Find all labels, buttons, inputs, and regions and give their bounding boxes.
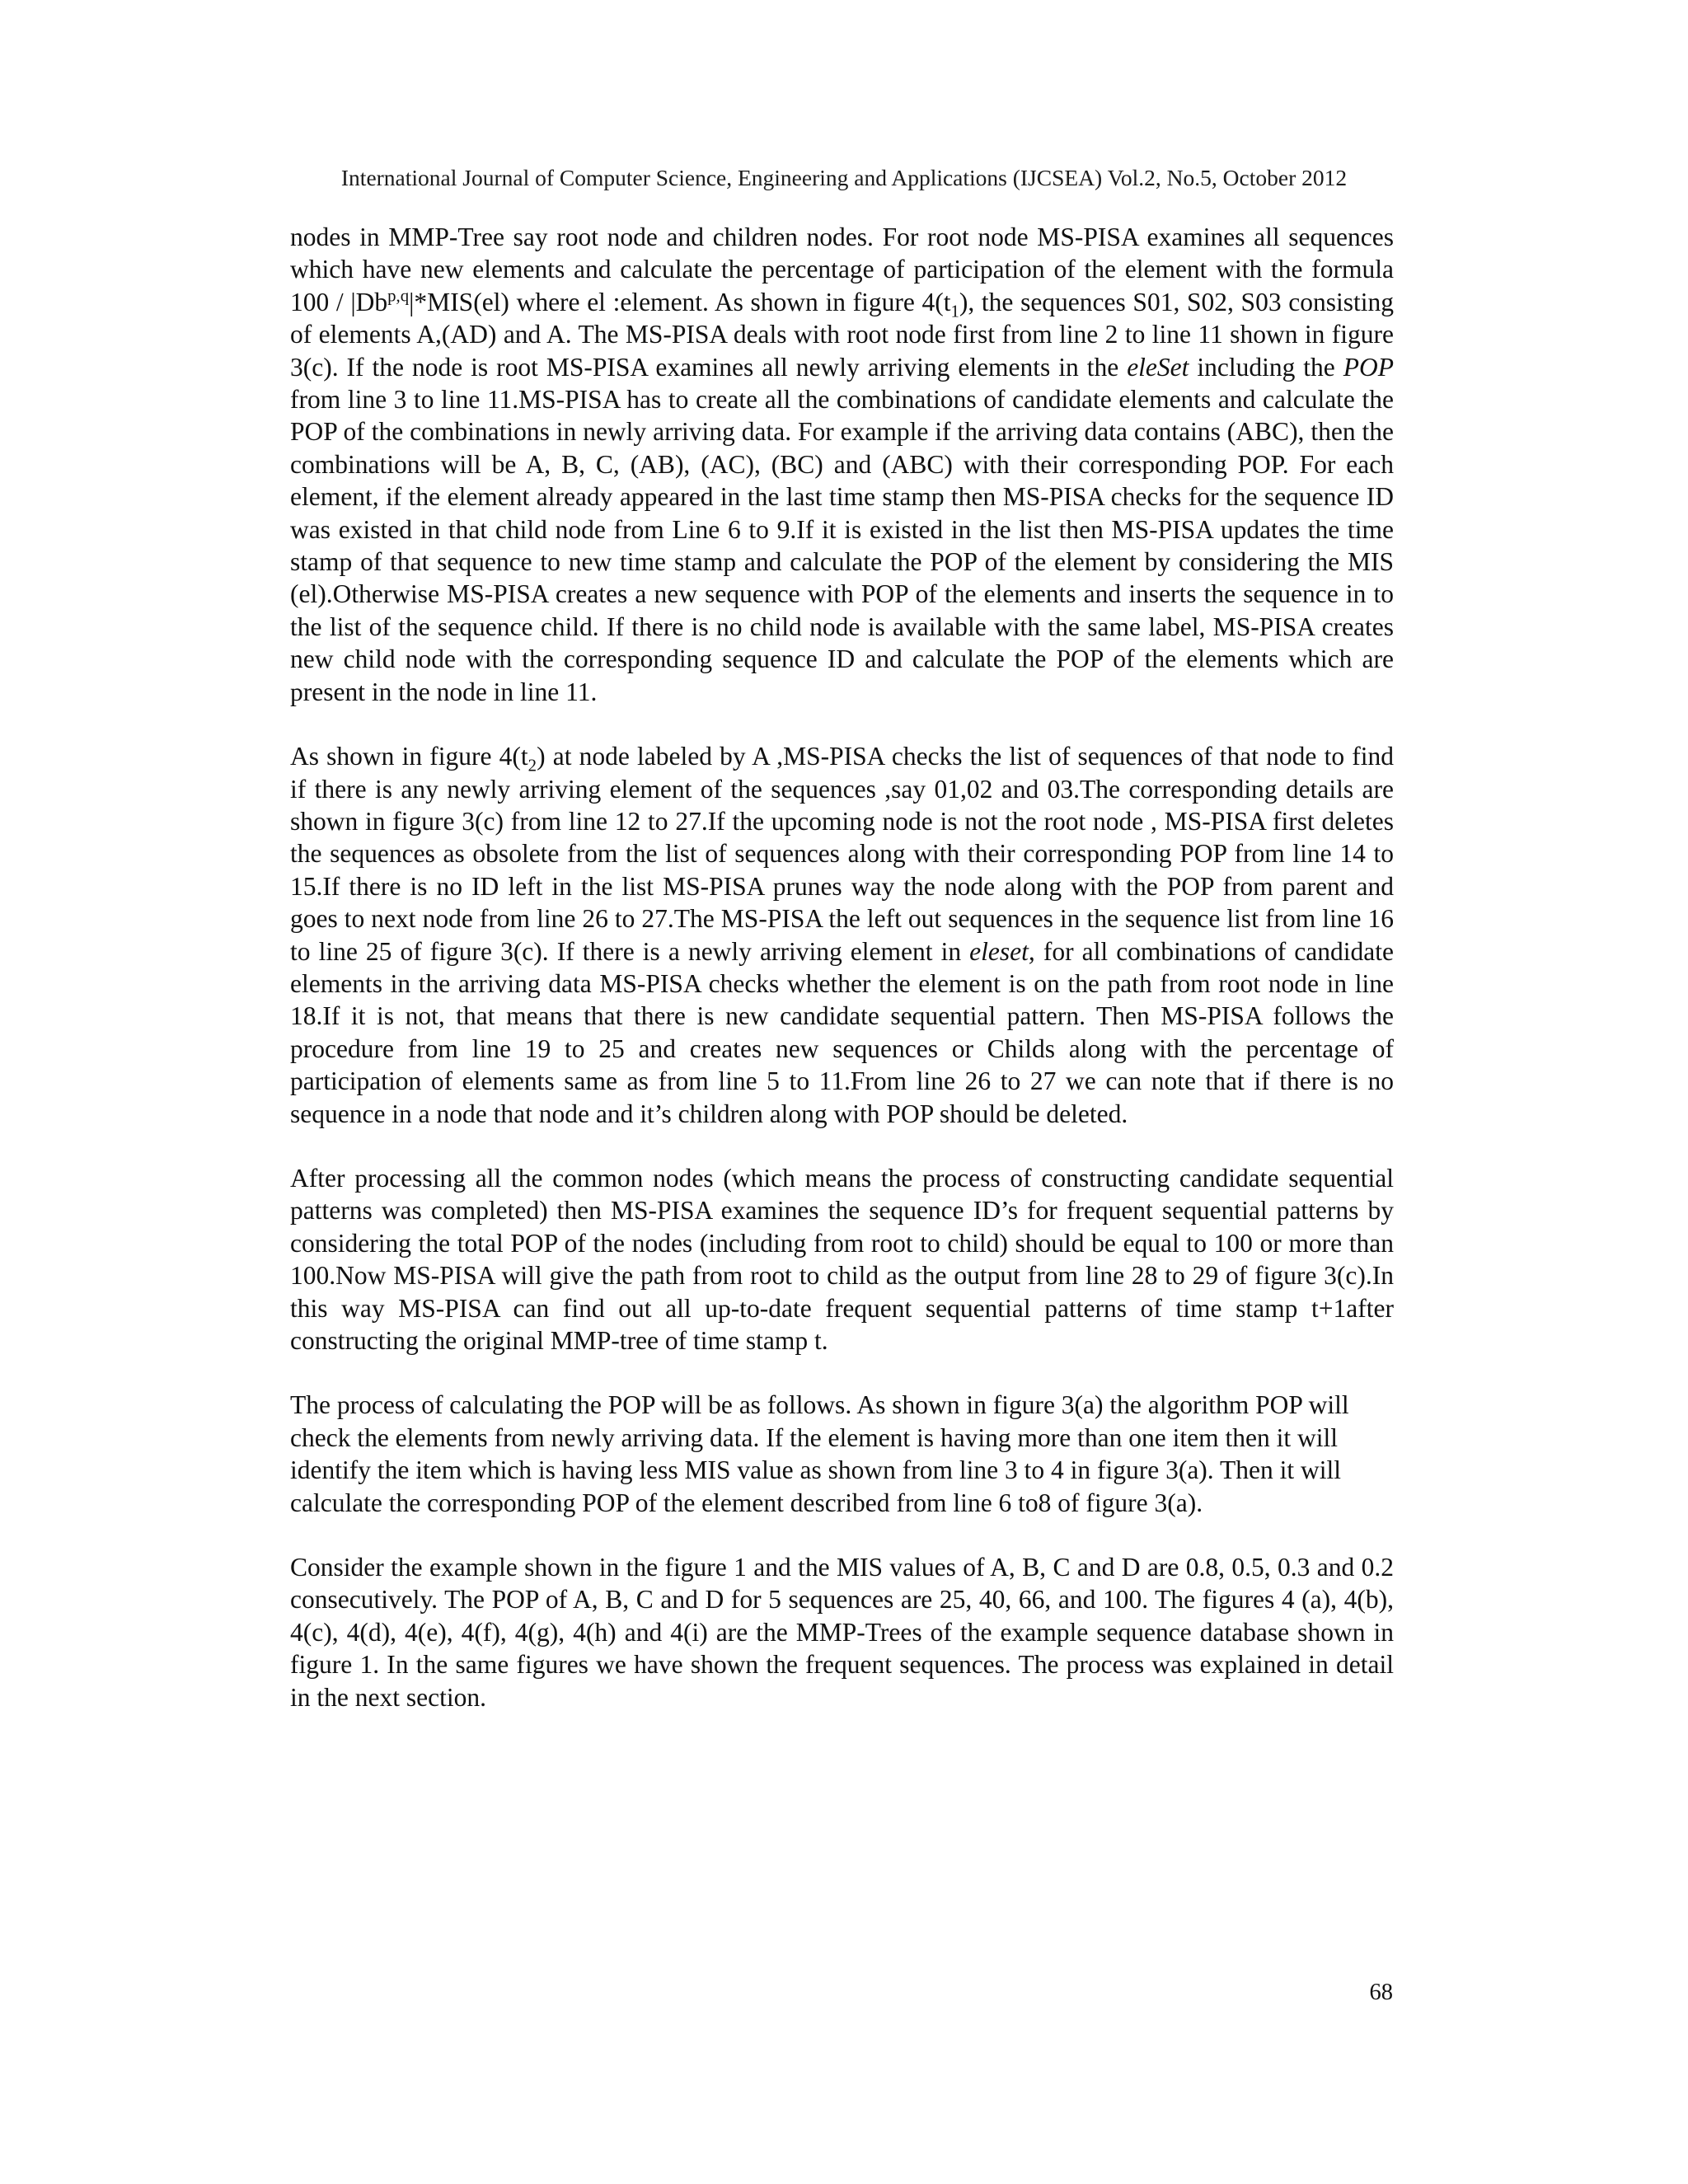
- paragraph-example: Consider the example shown in the figure 1 and the MIS values of A, B, C and D are 0.8, 0.5, 0.3 and 0.2 consecutively. The POP of A, B, C and D for 5 sequences are 25, 40, 66, and 100. The figures 4 (a), 4(b), 4(c), 4(d), 4(e), 4(f), 4(g), 4(h) and 4(i) are the MMP-Trees of the example sequence database shown in figure 1. In the same figures we have shown the frequent sequences. The process was explained in detail in the next section.: [290, 1553, 1394, 1712]
- text-run: ), the sequences S01, S02, S03 consisting of elements A,(AD) and A. The MS-PISA deals with root node first from line 2 to line 11 shown in figure 3(c). If the node is root MS-PISA examines all newly arriving elements in the: [290, 287, 1394, 382]
- subscript: 2: [528, 756, 537, 776]
- text-run: for all combinations of candidate elements in the arriving data MS-PISA checks whether the element is on the path from root node in line 18.If it is not, that means that there is new candidate sequential pattern. Then MS-PISA follows the procedure from line 19 to 25 and creates new sequences or Childs along with the percentage of participation of elements same as from line 5 to 11.From line 26 to 27 we can note that if there is no sequence in a node that node and it’s children along with POP should be deleted.: [290, 936, 1394, 1128]
- paragraph-frequent-patterns: After processing all the common nodes (which means the process of constructing candidate sequential patterns was completed) then MS-PISA examines the sequence ID’s for frequent sequential patterns by considering the total POP of the nodes (including from root to child) should be equal to 100 or more than 100.Now MS-PISA will give the path from root to child as the output from line 28 to 29 of figure 3(c).In this way MS-PISA can find out all up-to-date frequent sequential patterns of time stamp t+1after constructing the original MMP-tree of time stamp t.: [290, 1163, 1394, 1355]
- text-run: including the: [1189, 352, 1343, 382]
- paragraph-child-node-processing: [290, 740, 1394, 1130]
- italic-term: POP: [1343, 352, 1394, 382]
- italic-term: eleSet: [1127, 352, 1189, 382]
- text-run: ) at node labeled by A ,MS-PISA checks the list of sequences of that node to find if there is any newly arriving element of the sequences ,say 01,02 and 03.The corresponding details are shown in figure 3(c) from line 12 to 27.If the upcoming node is not the root node , MS-PISA first deletes the sequences as obsolete from the list of sequences along with their corresponding POP from line 14 to 15.If there is no ID left in the list MS-PISA prunes way the node along with the POP from parent and goes to next node from line 26 to 27.The MS-PISA the left out sequences in the sequence list from line 16 to line 25 of figure 3(c). If there is a newly arriving element in: [290, 742, 1394, 966]
- paragraph-pop-calculation: The process of calculating the POP will be as follows. As shown in figure 3(a) the algorithm POP will check the elements from newly arriving data. If the element is having more than one item then it will identify the item which is having less MIS value as shown from line 3 to 4 in figure 3(a). Then it will calculate the corresponding POP of the element described from line 6 to8 of figure 3(a).: [290, 1390, 1349, 1517]
- text-run: nodes in MMP-Tree say root node and children nodes. For root node MS-PISA examines all sequences which have new elements and calculate the percentage of participation of the element with the formula 100 / |Db: [290, 223, 1394, 316]
- page-number: 68: [1369, 1980, 1393, 2005]
- paragraph-root-node-processing: [290, 221, 1394, 708]
- text-run: |*MIS(el) where el :element. As shown in figure 4(t: [409, 287, 951, 316]
- running-header: International Journal of Computer Science, Engineering and Applications (IJCSEA) Vol.2, No.5, October 2012: [340, 165, 1348, 190]
- body-text: [290, 221, 1394, 1713]
- text-run: As shown in figure 4(t: [290, 742, 528, 771]
- text-run: from line 3 to line 11.MS-PISA has to create all the combinations of candidate elements and calculate the POP of the combinations in newly arriving data. For example if the arriving data contains (ABC), then the combinations will be A, B, C, (AB), (AC), (BC) and (ABC) with their corresponding POP. For each element, if the element already appeared in the last time stamp then MS-PISA checks for the sequence ID was existed in that child node from Line 6 to 9.If it is existed in the list then MS-PISA updates the time stamp of that sequence to new time stamp and calculate the POP of the element by considering the MIS (el).Otherwise MS-PISA creates a new sequence with POP of the elements and inserts the sequence in to the list of the sequence child. If there is no child node is available with the same label, MS-PISA creates new child node with the corresponding sequence ID and calculate the POP of the elements which are present in the node in line 11.: [290, 385, 1394, 706]
- subscript: 1: [950, 302, 959, 321]
- superscript: p,q: [387, 286, 410, 306]
- italic-term: eleset,: [969, 936, 1035, 966]
